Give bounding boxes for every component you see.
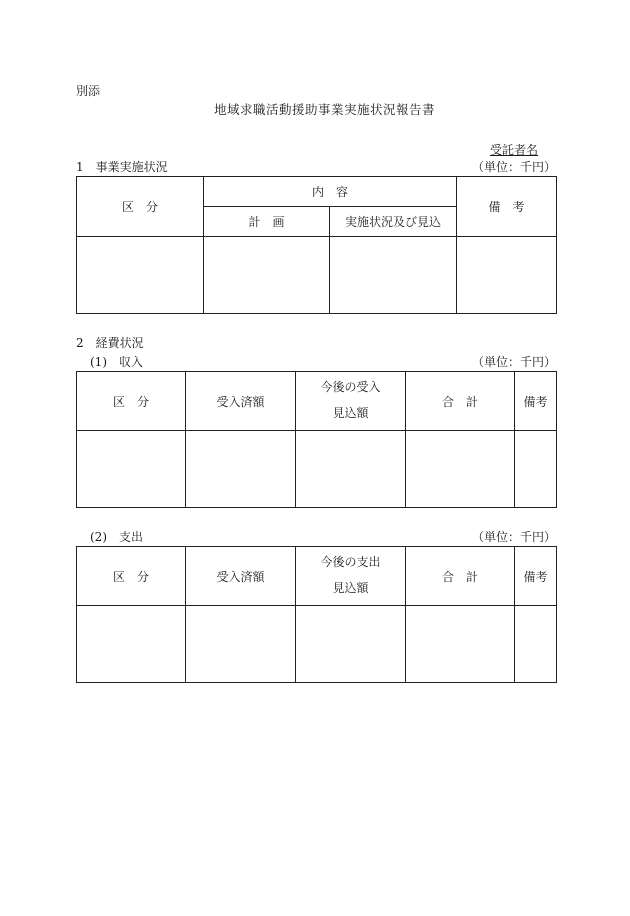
income-header-received: 受入済額 [216,394,265,409]
income-unit: （単位：千円） [472,355,557,369]
s1-cell-kubun[interactable] [77,237,203,313]
income-header-total: 合 計 [441,394,478,409]
s1-header-jisshi: 実施状況及び見込 [344,215,441,229]
income-cell-received[interactable] [186,431,295,507]
expense-heading: (2) 支出 [90,530,143,544]
income-cell-biko[interactable] [515,431,556,507]
expense-cell-biko[interactable] [515,606,556,682]
expense-header-future-line1: 今後の支出 [320,554,381,569]
s1-header-keikaku: 計 画 [248,215,285,229]
s1-header-kubun: 区 分 [121,200,158,214]
income-cell-kubun[interactable] [77,431,185,507]
expense-cell-future[interactable] [296,606,405,682]
attachment-label: 別添 [76,84,101,98]
income-cell-total[interactable] [406,431,514,507]
expense-header-total: 合 計 [441,569,478,584]
s1-cell-biko[interactable] [457,237,556,313]
income-header-biko: 備考 [523,394,548,409]
expense-header-received: 受入済額 [216,569,265,584]
s1-cell-jisshi[interactable] [330,237,456,313]
expense-cell-total[interactable] [406,606,514,682]
s1-header-naiyo: 内 容 [311,185,348,199]
income-header-kubun: 区 分 [112,394,149,409]
document-title: 地域求職活動援助事業実施状況報告書 [214,102,436,117]
section1-heading: 1 事業実施状況 [76,160,168,174]
expense-header-biko: 備考 [523,569,548,584]
expense-unit: （単位：千円） [472,530,557,544]
s1-header-biko: 備 考 [488,200,525,214]
income-heading: (1) 収入 [90,355,143,369]
expense-header-future-line2: 見込額 [332,580,369,595]
income-header-future-line1: 今後の受入 [320,379,381,394]
income-cell-future[interactable] [296,431,405,507]
expense-cell-received[interactable] [186,606,295,682]
expense-header-kubun: 区 分 [112,569,149,584]
s1-cell-keikaku[interactable] [204,237,329,313]
section2-heading: 2 経費状況 [76,336,144,350]
contractor-label: 受託者名 [490,143,539,157]
income-header-future-line2: 見込額 [332,405,369,420]
section1-unit: （単位：千円） [472,160,557,174]
expense-cell-kubun[interactable] [77,606,185,682]
